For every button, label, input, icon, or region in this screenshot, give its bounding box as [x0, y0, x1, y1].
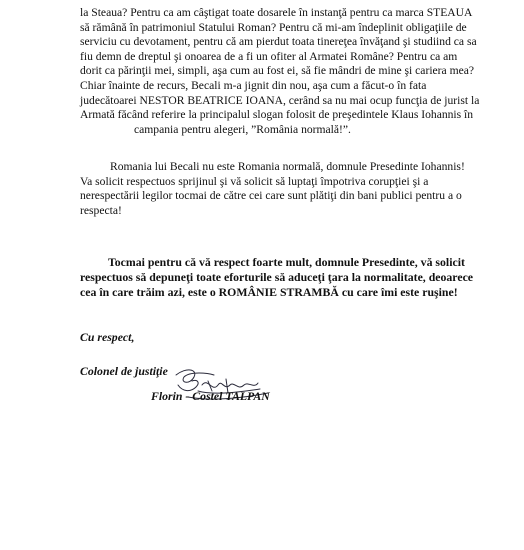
text-line: cea în care trăim azi, este o ROMÂNIE STRAMBĂ cu care îmi este ruşine!: [80, 285, 458, 299]
text-line: să rămână în patrimoniul Statului Roman? Pentru că mi-am îndeplinit obligaţiile de: [80, 20, 467, 34]
text-line: respectuos să depuneţi toate eforturile să aduceţi ţara la normalitate, deoarece: [80, 270, 474, 284]
text-line: Va solicit respectuos sprijinul şi vă solicit să luptaţi împotriva corupţiei şi a: [80, 174, 429, 188]
text-line: respecta!: [80, 203, 122, 217]
text-line: dorit ca părinţii mei, simpli, aşa cum au fost ei, să fie mândri de mine şi cariera mea?: [80, 64, 475, 78]
closing-salutation: Cu respect,: [80, 330, 135, 344]
paragraph-2: [80, 160, 500, 218]
text-line: Romania lui Becali nu este Romania normală, domnule Presedinte Iohannis!: [110, 160, 465, 173]
signer-rank: Colonel de justiţie: [80, 364, 168, 378]
text-line: Chiar înainte de recurs, Becali m-a jignit din nou, aşa cum a făcut-o în fata: [80, 78, 427, 92]
paragraph-3: [80, 255, 506, 300]
text-line: fiu demn de dreptul şi onoarea de a fi un ofiter al Armatei Române? Pentru ca am: [80, 49, 458, 63]
text-line: serviciu cu devotament, pentru că am pierdut toata tinereţea învăţand şi studiind ca sa: [80, 35, 477, 49]
text-line: nerespectării legilor tocmai de către cei care sunt plătiţi din bani publici pentru a o: [80, 189, 462, 203]
signer-name: Florin - Costel TALPAN: [151, 389, 270, 403]
text-line: judecătoarei NESTOR BEATRICE IOANA, cerând sa nu mai ocup funcţia de jurist la: [80, 93, 480, 107]
text-line: la Steaua? Pentru ca am câştigat toate dosarele în instanţă pentru ca marca STEAUA: [80, 6, 473, 19]
text-line: Armată făcând referire la principalul slogan folosit de preşedintele Klaus Iohannis în: [80, 108, 474, 122]
text-line: campania pentru alegeri, ”România normală!”.: [134, 122, 351, 136]
paragraph-1: [80, 6, 500, 137]
text-line: Tocmai pentru că vă respect foarte mult, domnule Presedinte, vă solicit: [108, 255, 465, 269]
